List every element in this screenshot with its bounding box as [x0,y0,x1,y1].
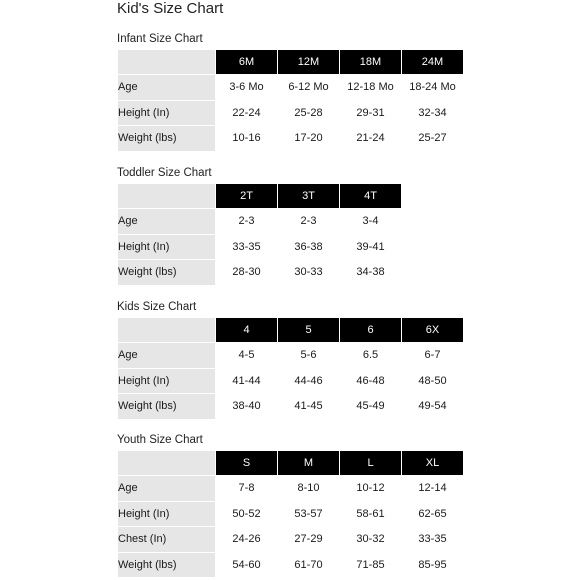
table-header-row [118,184,402,209]
table-cell: 54-60 [216,552,278,578]
table-cell: 48-50 [402,368,464,394]
table-cell: 6-7 [402,343,464,369]
table-header-row [118,318,464,343]
kids-size-section [117,300,464,420]
table-cell: 29-31 [340,100,402,126]
table-cell: 33-35 [216,234,278,260]
row-label: Weight (lbs) [118,394,216,420]
toddler-size-section [117,166,402,286]
size-header: 12M [278,50,340,75]
table-row [118,126,464,152]
table-cell: 10-12 [340,476,402,502]
table-cell: 24-26 [216,527,278,553]
row-label: Age [118,75,216,101]
table-cell: 85-95 [402,552,464,578]
table-row [118,552,464,578]
toddler-size-table [117,183,402,286]
table-row [118,234,402,260]
table-cell: 50-52 [216,501,278,527]
table-cell: 49-54 [402,394,464,420]
table-cell: 39-41 [340,234,402,260]
table-cell: 2-3 [278,209,340,235]
size-header: 6 [340,318,402,343]
table-cell: 33-35 [402,527,464,553]
table-cell: 6-12 Mo [278,75,340,101]
size-header: 18M [340,50,402,75]
table-cell: 28-30 [216,260,278,286]
table-cell: 71-85 [340,552,402,578]
table-row [118,209,402,235]
table-row [118,527,464,553]
table-row [118,501,464,527]
table-cell: 38-40 [216,394,278,420]
table-cell: 17-20 [278,126,340,152]
table-row [118,100,464,126]
size-header: XL [402,451,464,476]
table-cell: 45-49 [340,394,402,420]
table-cell: 18-24 Mo [402,75,464,101]
row-label: Age [118,476,216,502]
section-title: Youth Size Chart [117,434,203,446]
table-row [118,368,464,394]
row-label: Height (In) [118,100,216,126]
table-cell: 36-38 [278,234,340,260]
table-cell: 58-61 [340,501,402,527]
size-header: L [340,451,402,476]
size-header: 6M [216,50,278,75]
header-corner [118,318,216,343]
section-title: Toddler Size Chart [117,167,212,179]
row-label: Weight (lbs) [118,552,216,578]
header-corner [118,451,216,476]
table-row [118,260,402,286]
table-row [118,394,464,420]
table-cell: 8-10 [278,476,340,502]
row-label: Height (In) [118,501,216,527]
table-cell: 62-65 [402,501,464,527]
table-cell: 41-45 [278,394,340,420]
table-cell: 12-14 [402,476,464,502]
size-header: S [216,451,278,476]
size-header: 5 [278,318,340,343]
header-corner [118,50,216,75]
table-cell: 21-24 [340,126,402,152]
section-title: Kids Size Chart [117,301,197,313]
table-cell: 30-32 [340,527,402,553]
table-cell: 30-33 [278,260,340,286]
size-header: M [278,451,340,476]
infant-size-section [117,32,464,152]
infant-size-table [117,49,464,152]
row-label: Age [118,209,216,235]
table-cell: 46-48 [340,368,402,394]
table-row [118,343,464,369]
table-cell: 27-29 [278,527,340,553]
table-cell: 3-6 Mo [216,75,278,101]
size-header: 2T [216,184,278,209]
table-row [118,75,464,101]
size-header: 4 [216,318,278,343]
row-label: Height (In) [118,234,216,260]
size-header: 4T [340,184,402,209]
table-cell: 25-28 [278,100,340,126]
header-corner [118,184,216,209]
size-header: 24M [402,50,464,75]
table-header-row [118,451,464,476]
table-cell: 2-3 [216,209,278,235]
table-cell: 34-38 [340,260,402,286]
table-cell: 7-8 [216,476,278,502]
table-row [118,476,464,502]
table-header-row [118,50,464,75]
table-cell: 22-24 [216,100,278,126]
table-cell: 32-34 [402,100,464,126]
table-cell: 61-70 [278,552,340,578]
size-header: 6X [402,318,464,343]
table-cell: 25-27 [402,126,464,152]
youth-size-section [117,433,464,578]
table-cell: 41-44 [216,368,278,394]
table-cell: 3-4 [340,209,402,235]
youth-size-table [117,450,464,578]
page-title: Kid's Size Chart [117,0,224,17]
row-label: Age [118,343,216,369]
table-cell: 5-6 [278,343,340,369]
section-title: Infant Size Chart [117,33,203,45]
table-cell: 44-46 [278,368,340,394]
table-cell: 10-16 [216,126,278,152]
kids-size-table [117,317,464,420]
row-label: Weight (lbs) [118,126,216,152]
row-label: Height (In) [118,368,216,394]
size-header: 3T [278,184,340,209]
table-cell: 6.5 [340,343,402,369]
row-label: Chest (In) [118,527,216,553]
table-cell: 4-5 [216,343,278,369]
table-cell: 12-18 Mo [340,75,402,101]
row-label: Weight (lbs) [118,260,216,286]
table-cell: 53-57 [278,501,340,527]
